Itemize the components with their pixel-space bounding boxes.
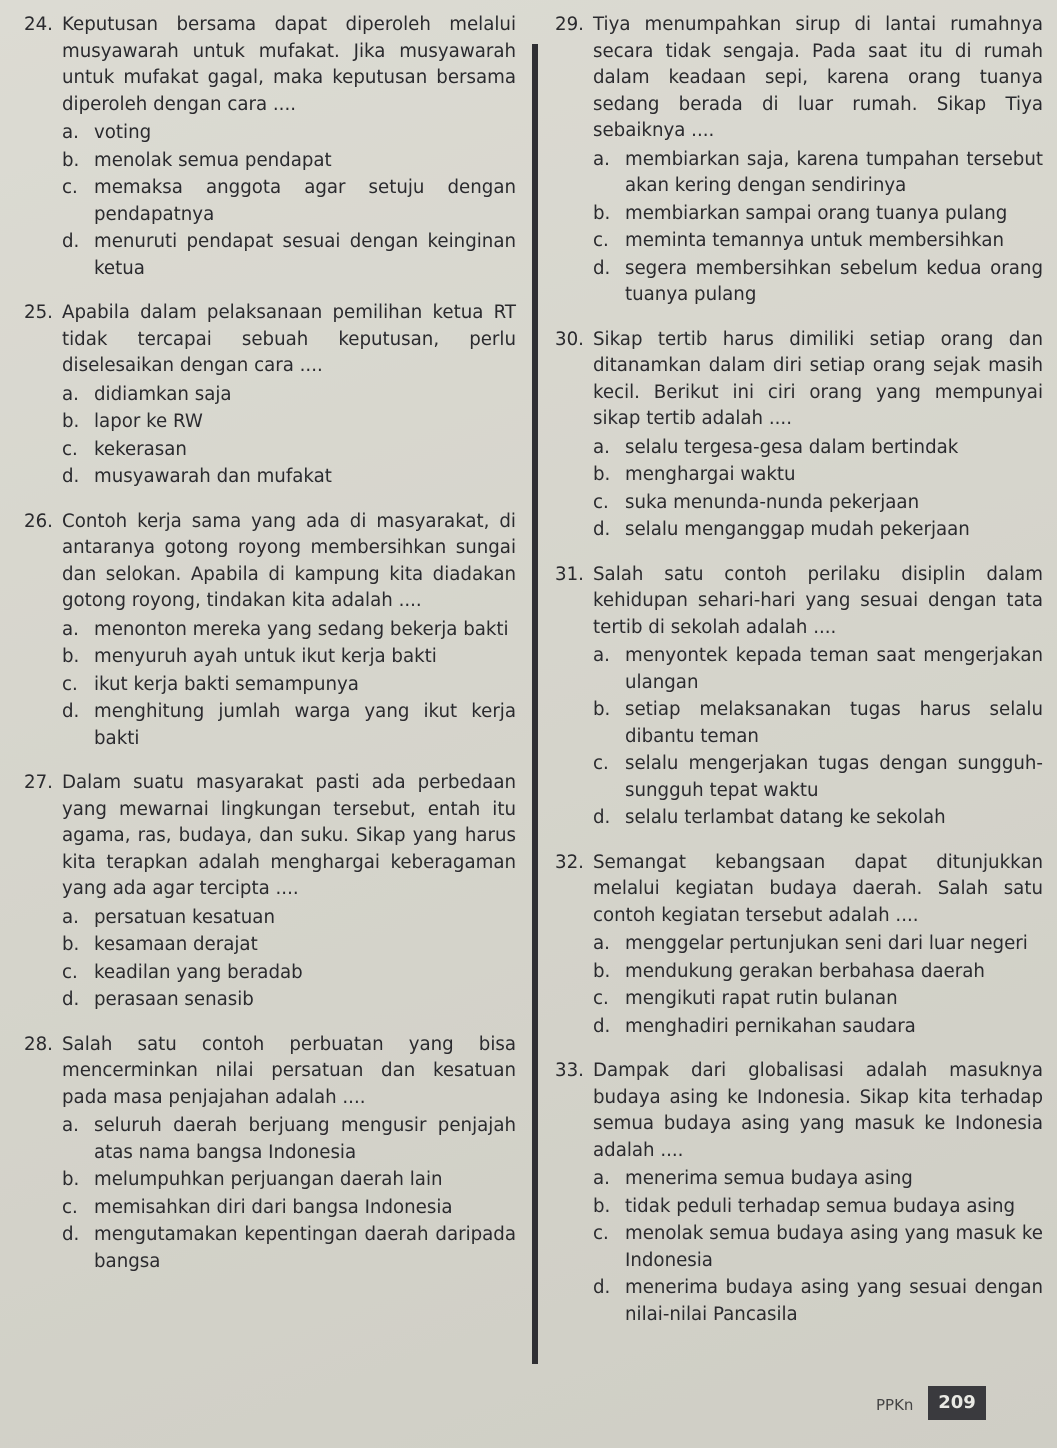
option-text: perasaan senasib [94, 989, 254, 1010]
option-d [555, 517, 1043, 544]
question-stem: Keputusan bersama dapat diperoleh melalui musyawarah untuk mufakat. Jika musyawarah untuk mufakat gagal, maka keputusan bersama diperoleh dengan cara .... [62, 14, 516, 115]
question-stem: Salah satu contoh perbuatan yang bisa mencerminkan nilai persatuan dan kesatuan pada masa penjajahan adalah .... [62, 1033, 516, 1108]
left-column [24, 12, 516, 1293]
option-list [555, 147, 1043, 309]
option-a [555, 147, 1043, 200]
option-d [555, 1014, 1043, 1041]
option-letter: b. [593, 1195, 611, 1217]
question-24 [24, 12, 516, 282]
option-a [24, 905, 516, 932]
option-d [555, 805, 1043, 832]
option-list [555, 643, 1043, 832]
option-text: selalu mengerjakan tugas dengan sungguh-sungguh tepat waktu [625, 753, 1043, 801]
option-letter: a. [593, 1168, 610, 1189]
option-letter: c. [593, 753, 609, 774]
option-letter: c. [62, 961, 78, 983]
option-c [24, 672, 516, 699]
page-number: 209 [928, 1386, 986, 1420]
option-text: kekerasan [94, 438, 187, 460]
option-letter: d. [593, 519, 611, 540]
option-b [555, 697, 1043, 750]
column-divider [532, 44, 538, 1364]
option-a [24, 617, 516, 644]
option-b [24, 644, 516, 671]
option-letter: c. [593, 230, 609, 251]
option-letter: c. [593, 491, 609, 513]
option-text: menuruti pendapat sesuai dengan keinginan ketua [94, 231, 516, 279]
option-text: menghadiri pernikahan saudara [625, 1015, 916, 1037]
option-letter: a. [593, 148, 610, 170]
option-letter: a. [593, 436, 610, 458]
question-stem: Semangat kebangsaan dapat ditunjukkan melalui kegiatan budaya daerah. Salah satu contoh kegiatan tersebut adalah .... [593, 851, 1043, 926]
option-c [24, 437, 516, 464]
option-letter: a. [62, 1115, 79, 1136]
option-letter: d. [62, 989, 80, 1010]
option-text: musyawarah dan mufakat [94, 466, 332, 487]
option-letter: c. [62, 1196, 78, 1218]
question-29 [555, 12, 1043, 309]
option-text: kesamaan derajat [94, 934, 258, 955]
question-32 [555, 850, 1043, 1041]
option-text: memaksa anggota agar setuju dengan pendapatnya [94, 177, 516, 225]
question-28 [24, 1032, 516, 1276]
option-letter: b. [593, 464, 611, 485]
question-number: 29. [555, 14, 584, 35]
question-stem: Dampak dari globalisasi adalah masuknya budaya asing ke Indonesia. Sikap kita terhadap semua budaya asing yang masuk ke Indonesia adalah .... [593, 1060, 1043, 1161]
option-text: mengutamakan kepentingan daerah daripada bangsa [94, 1224, 516, 1272]
option-text: keadilan yang beradab [94, 961, 303, 983]
option-b [555, 1194, 1043, 1221]
option-text: tidak peduli terhadap semua budaya asing [625, 1195, 1016, 1217]
option-text: suka menunda-nunda pekerjaan [625, 491, 920, 513]
option-text: menghitung jumlah warga yang ikut kerja bakti [94, 701, 516, 749]
option-letter: d. [62, 231, 80, 252]
option-text: memisahkan diri dari bangsa Indonesia [94, 1196, 453, 1218]
option-letter: b. [62, 149, 80, 171]
question-number: 30. [555, 328, 584, 350]
option-a [24, 1113, 516, 1166]
option-letter: a. [593, 645, 610, 666]
option-b [24, 1167, 516, 1194]
option-list [24, 120, 516, 282]
option-text: selalu menganggap mudah pekerjaan [625, 519, 970, 540]
option-list [555, 931, 1043, 1040]
option-d [24, 229, 516, 282]
option-letter: c. [593, 1223, 609, 1244]
option-d [24, 699, 516, 752]
option-text: menonton mereka yang sedang bekerja bakti [94, 618, 509, 640]
option-text: lapor ke RW [94, 411, 203, 432]
question-number: 32. [555, 851, 584, 873]
option-text: menghargai waktu [625, 464, 796, 485]
option-list [24, 905, 516, 1014]
question-30 [555, 327, 1043, 544]
option-letter: d. [593, 807, 611, 828]
option-letter: a. [62, 906, 79, 928]
option-a [555, 931, 1043, 958]
question-number: 26. [24, 510, 53, 532]
option-letter: b. [593, 960, 611, 982]
option-letter: a. [593, 933, 610, 954]
option-b [24, 409, 516, 436]
question-number: 31. [555, 563, 584, 585]
option-letter: b. [62, 411, 80, 432]
subject-label: PPKn [876, 1396, 914, 1414]
option-letter: d. [62, 1224, 80, 1245]
question-31 [555, 562, 1043, 832]
option-b [24, 932, 516, 959]
option-text: menerima semua budaya asing [625, 1168, 913, 1189]
option-c [555, 1221, 1043, 1274]
option-list [555, 1166, 1043, 1328]
option-letter: d. [593, 1277, 611, 1298]
right-column [555, 12, 1043, 1346]
option-c [24, 960, 516, 987]
option-a [555, 435, 1043, 462]
option-text: setiap melaksanakan tugas harus selalu dibantu teman [625, 699, 1043, 747]
option-text: menyuruh ayah untuk ikut kerja bakti [94, 646, 437, 667]
option-b [555, 462, 1043, 489]
option-b [24, 148, 516, 175]
option-text: didiamkan saja [94, 383, 232, 405]
option-letter: b. [62, 1169, 80, 1190]
question-number: 27. [24, 772, 53, 793]
option-text: menerima budaya asing yang sesuai dengan nilai-nilai Pancasila [625, 1277, 1043, 1325]
option-d [555, 256, 1043, 309]
option-letter: c. [62, 177, 78, 198]
option-letter: b. [62, 646, 80, 667]
option-text: membiarkan saja, karena tumpahan tersebut akan kering dengan sendirinya [625, 148, 1043, 196]
option-text: mengikuti rapat rutin bulanan [625, 988, 898, 1009]
question-number: 24. [24, 14, 53, 35]
option-letter: d. [593, 257, 611, 279]
question-stem: Tiya menumpahkan sirup di lantai rumahnya secara tidak sengaja. Pada saat itu di rumah dalam keadaan sepi, karena orang tuanya sedang berada di luar rumah. Sikap Tiya sebaiknya .... [593, 14, 1043, 141]
option-text: membiarkan sampai orang tuanya pulang [625, 202, 1008, 224]
question-26 [24, 509, 516, 753]
option-c [24, 1195, 516, 1222]
option-text: meminta temannya untuk membersihkan [625, 230, 1004, 251]
option-c [555, 751, 1043, 804]
option-text: melumpuhkan perjuangan daerah lain [94, 1169, 443, 1190]
option-letter: a. [62, 122, 79, 143]
option-text: selalu terlambat datang ke sekolah [625, 807, 946, 828]
option-list [555, 435, 1043, 544]
option-text: persatuan kesatuan [94, 906, 275, 928]
option-b [555, 959, 1043, 986]
option-a [555, 643, 1043, 696]
option-a [24, 382, 516, 409]
option-list [24, 1113, 516, 1275]
option-text: menyontek kepada teman saat mengerjakan ulangan [625, 645, 1043, 693]
option-text: voting [94, 122, 152, 143]
option-letter: a. [62, 383, 79, 405]
question-stem: Dalam suatu masyarakat pasti ada perbedaan yang mewarnai lingkungan tersebut, entah itu agama, ras, budaya, dan suku. Sikap yang harus kita terapkan adalah menghargai keberagaman yang ada agar tercipta .... [62, 772, 516, 899]
question-33 [555, 1058, 1043, 1328]
option-text: menolak semua pendapat [94, 149, 332, 171]
option-letter: c. [593, 988, 609, 1009]
question-number: 33. [555, 1060, 584, 1081]
option-text: segera membersihkan sebelum kedua orang tuanya pulang [625, 257, 1043, 305]
option-a [555, 1166, 1043, 1193]
option-letter: a. [62, 618, 79, 640]
option-a [24, 120, 516, 147]
option-text: mendukung gerakan berbahasa daerah [625, 960, 985, 982]
option-text: menolak semua budaya asing yang masuk ke Indonesia [625, 1223, 1043, 1271]
option-letter: d. [593, 1015, 611, 1037]
option-letter: b. [593, 699, 611, 720]
option-c [555, 228, 1043, 255]
option-b [555, 201, 1043, 228]
question-number: 25. [24, 302, 53, 323]
option-c [24, 175, 516, 228]
option-letter: b. [62, 934, 80, 955]
option-d [24, 1222, 516, 1275]
option-text: seluruh daerah berjuang mengusir penjajah atas nama bangsa Indonesia [94, 1115, 516, 1163]
option-text: ikut kerja bakti semampunya [94, 673, 359, 695]
question-number: 28. [24, 1033, 53, 1055]
option-text: menggelar pertunjukan seni dari luar negeri [625, 933, 1028, 954]
option-d [555, 1275, 1043, 1328]
question-stem: Apabila dalam pelaksanaan pemilihan ketua RT tidak tercapai sebuah keputusan, perlu diselesaikan dengan cara .... [62, 302, 516, 376]
question-25 [24, 300, 516, 491]
option-list [24, 382, 516, 491]
option-letter: c. [62, 438, 78, 460]
question-stem: Salah satu contoh perilaku disiplin dalam kehidupan sehari-hari yang sesuai dengan tata tertib di sekolah adalah .... [593, 563, 1043, 638]
option-c [555, 490, 1043, 517]
question-stem: Sikap tertib harus dimiliki setiap orang dan ditanamkan dalam diri setiap orang sejak masih kecil. Berikut ini ciri orang yang mempunyai sikap tertib adalah .... [593, 328, 1043, 429]
option-letter: b. [593, 202, 611, 224]
question-27 [24, 770, 516, 1014]
option-d [24, 464, 516, 491]
option-d [24, 987, 516, 1014]
option-text: selalu tergesa-gesa dalam bertindak [625, 436, 959, 458]
option-letter: c. [62, 673, 78, 695]
question-stem: Contoh kerja sama yang ada di masyarakat, di antaranya gotong royong membersihkan sungai dan selokan. Apabila di kampung kita diadakan gotong royong, tindakan kita adalah .... [62, 510, 516, 611]
option-letter: d. [62, 466, 80, 487]
option-letter: d. [62, 701, 80, 722]
option-list [24, 617, 516, 753]
option-c [555, 986, 1043, 1013]
